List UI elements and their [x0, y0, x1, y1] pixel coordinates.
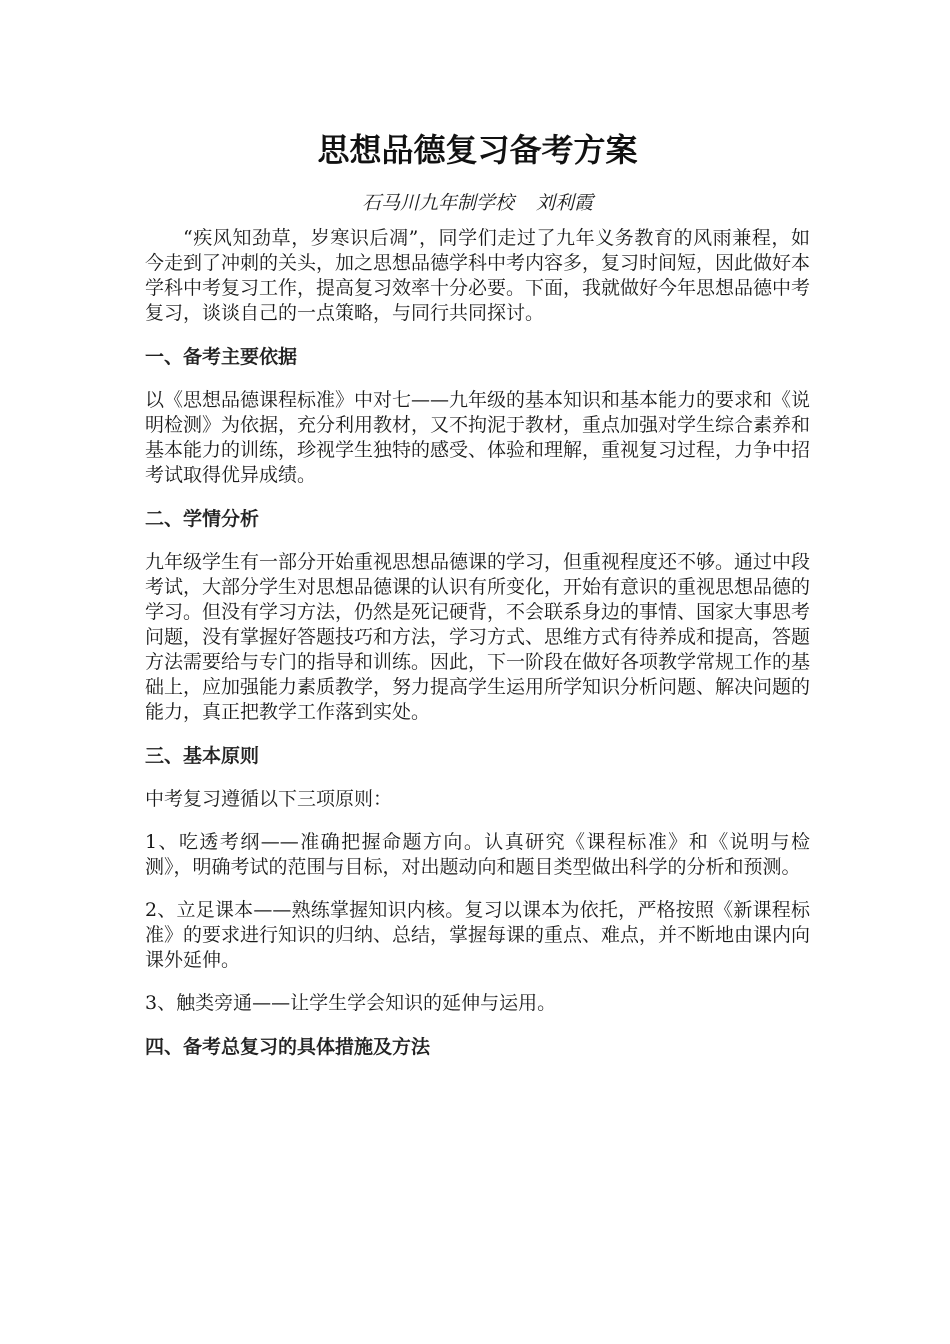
principle-item-2: 2、立足课本——熟练掌握知识内核。复习以课本为依托，严格按照《新课程标准》的要求进行知识的归纳、总结，掌握每课的重点、难点，并不断地由课内向课外延伸。 — [145, 899, 811, 971]
document-title: 思想品德复习备考方案 — [317, 131, 638, 169]
principle-item-3: 3、触类旁通——让学生学会知识的延伸与运用。 — [145, 992, 557, 1014]
section-heading-analysis: 二、学情分析 — [145, 508, 260, 530]
principle-item-1: 1、吃透考纲——准确把握命题方向。认真研究《课程标准》和《说明与检测》，明确考试的范围与目标，对出题动向和题目类型做出科学的分析和预测。 — [145, 831, 810, 878]
byline-school: 石马川九年制学校 — [361, 192, 514, 214]
section-heading-basis: 一、备考主要依据 — [145, 346, 298, 368]
document-page — [145, 128, 810, 1078]
section-paragraph: 九年级学生有一部分开始重视思想品德课的学习，但重视程度还不够。通过中段考试，大部分学生对思想品德课的认识有所变化，开始有意识的重视思想品德的学习。但没有学习方法，仍然是死记硬背，不会联系身边的事情、国家大事思考问题，没有掌握好答题技巧和方法，学习方式、思维方式有待养成和提高，答题方法需要给与专门的指导和训练。因此，下一阶段在做好各项教学常规工作的基础上，应加强能力素质教学，努力提高学生运用所学知识分析问题、解决问题的能力，真正把教学工作落到实处。 — [145, 551, 811, 723]
byline-author: 刘利霞 — [536, 192, 594, 214]
section-heading-principles: 三、基本原则 — [145, 745, 260, 767]
section-paragraph: 以《思想品德课程标准》中对七——九年级的基本知识和基本能力的要求和《说明检测》为依据，充分利用教材，又不拘泥于教材，重点加强对学生综合素养和基本能力的训练，珍视学生独特的感受、体验和理解，重视复习过程，力争中招考试取得优异成绩。 — [145, 389, 811, 486]
intro-paragraph: “疾风知劲草，岁寒识后凋”，同学们走过了九年义务教育的风雨兼程，如今走到了冲刺的关头，加之思想品德学科中考内容多，复习时间短，因此做好本学科中考复习工作，提高复习效率十分必要。下面，我就做好今年思想品德中考复习，谈谈自己的一点策略，与同行共同探讨。 — [145, 227, 811, 324]
section-heading-measures: 四、备考总复习的具体措施及方法 — [145, 1036, 431, 1058]
section-paragraph: 中考复习遵循以下三项原则： — [145, 788, 393, 810]
byline — [145, 190, 810, 216]
